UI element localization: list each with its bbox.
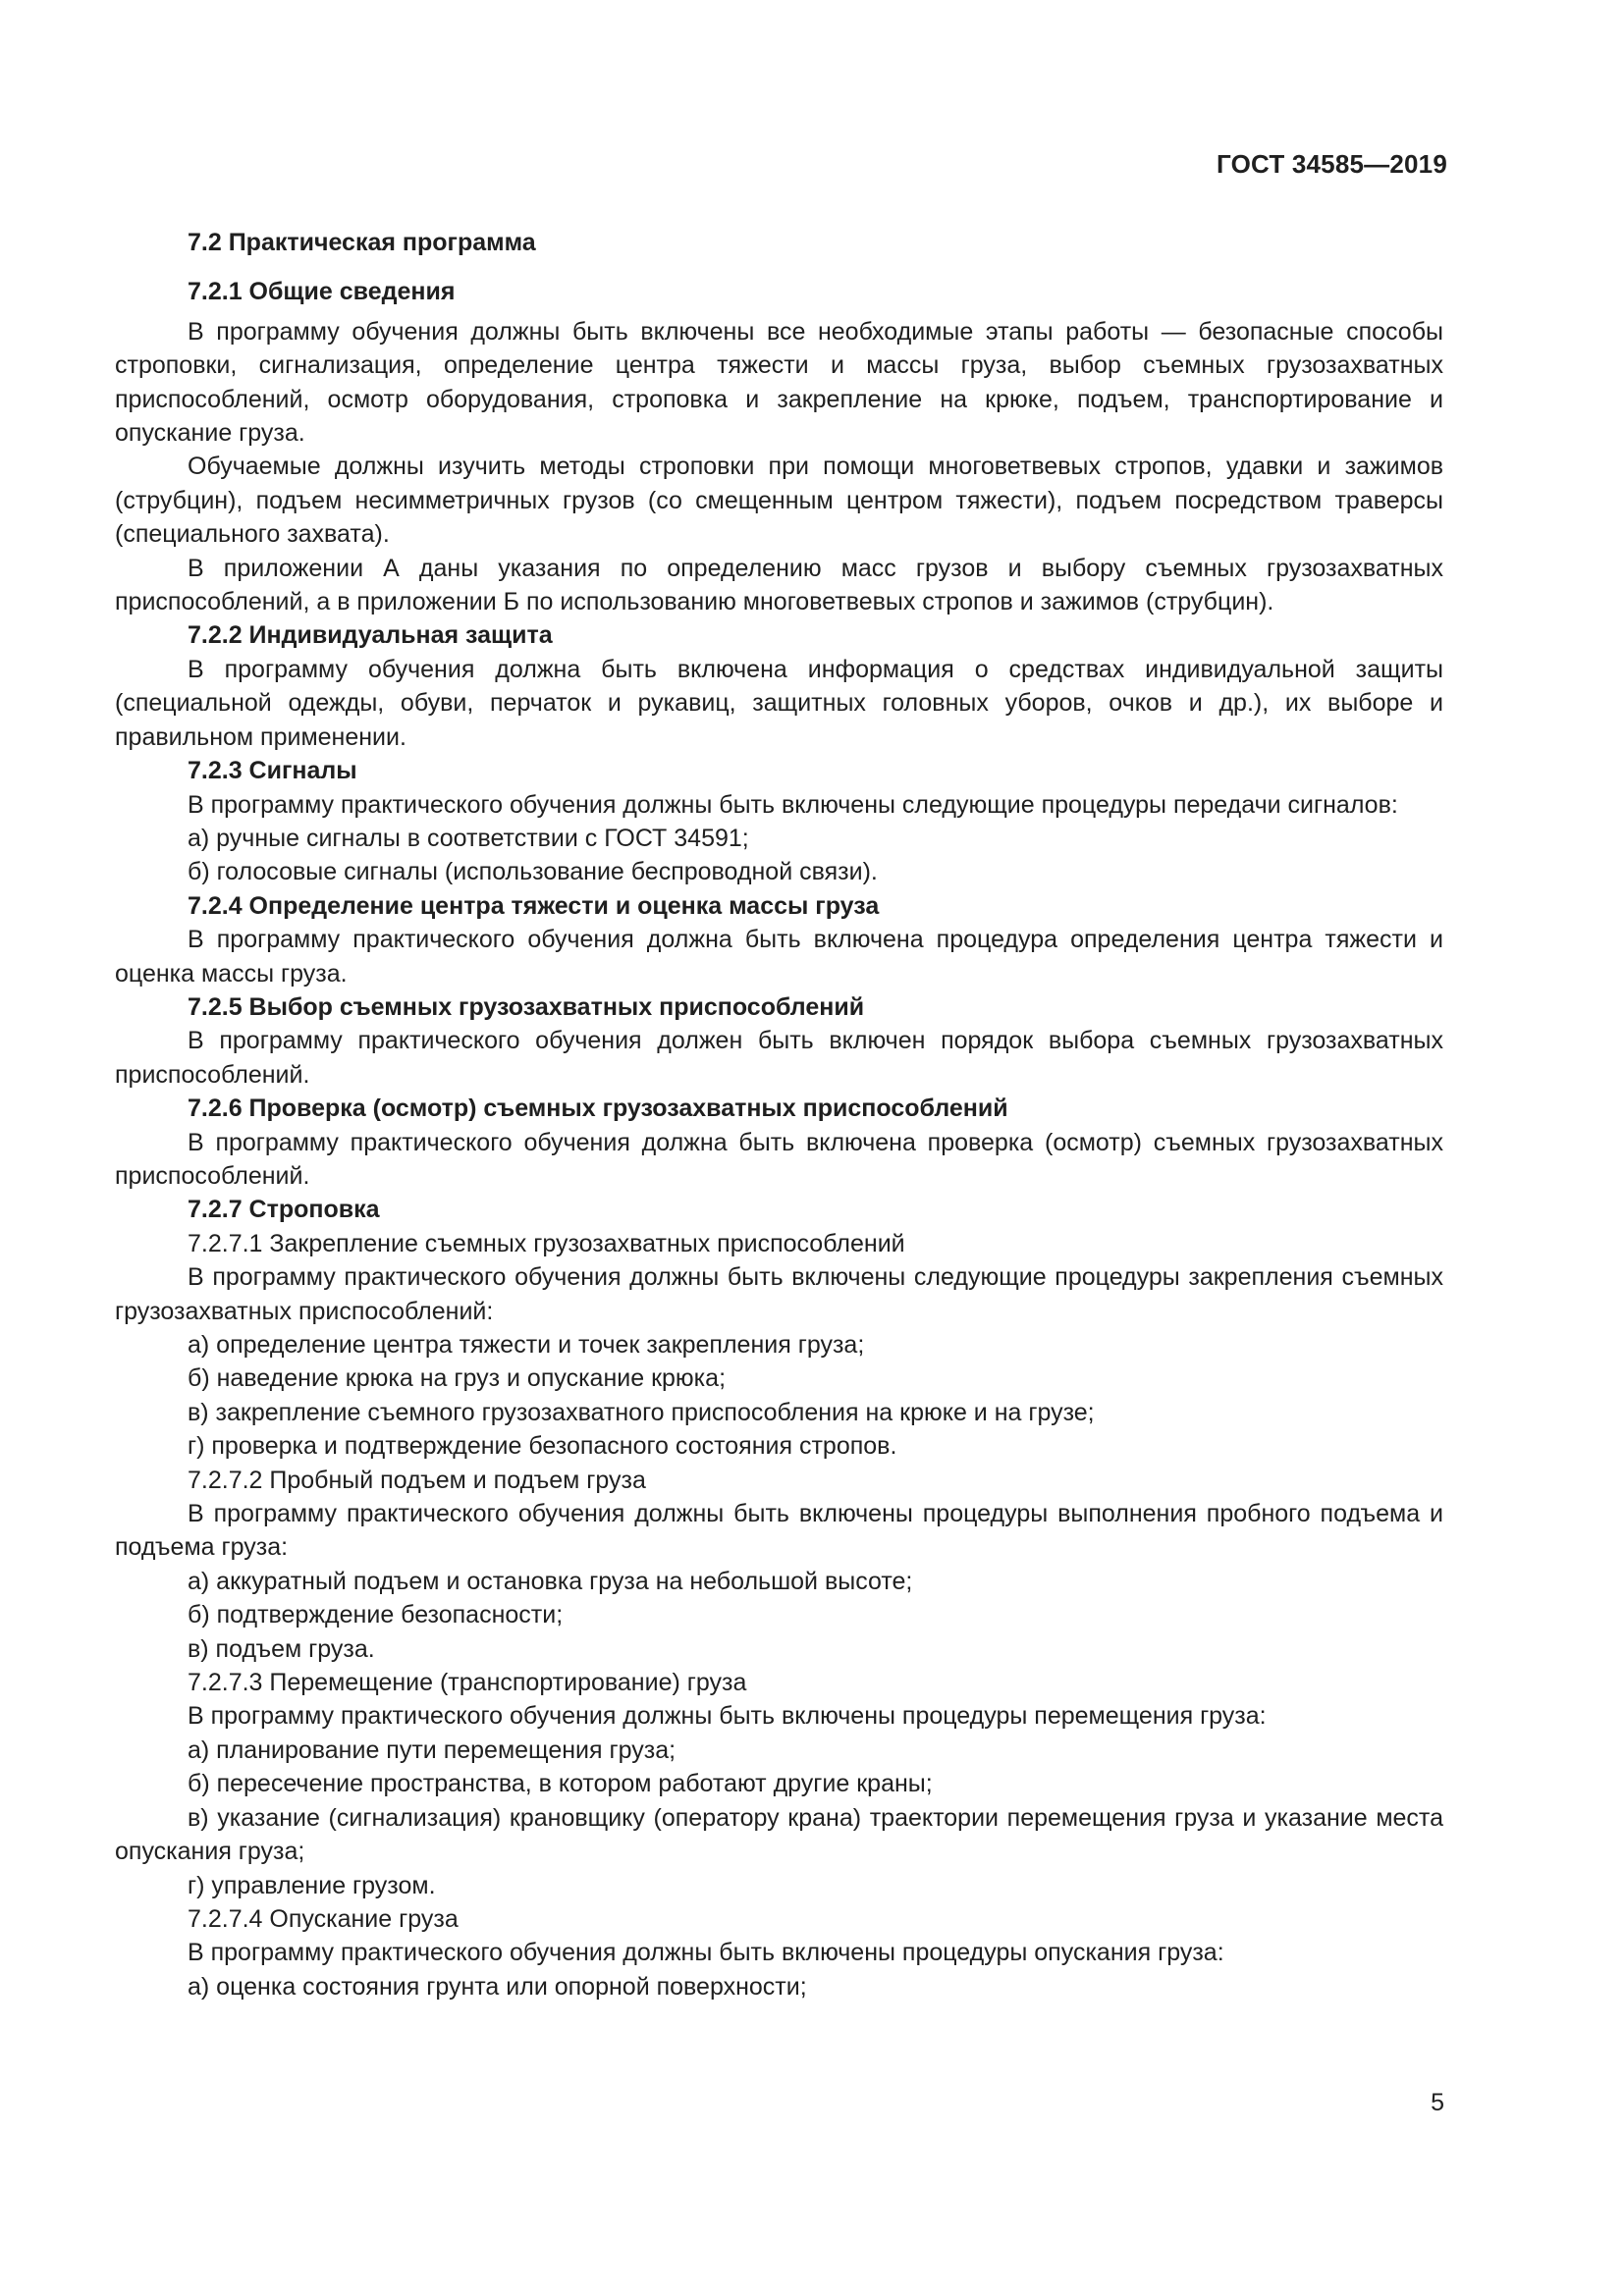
paragraph: В программу практического обучения должны быть включены процедуры выполнения пробного подъема и подъема груза:: [115, 1500, 1443, 1562]
list-item: а) аккуратный подъем и остановка груза на небольшой высоте;: [188, 1567, 913, 1595]
subsection-heading: 7.2.3 Сигналы: [188, 757, 357, 785]
list-item: в) закрепление съемного грузозахватного приспособления на крюке и на грузе;: [188, 1398, 1095, 1426]
clause-title: 7.2.7.4 Опускание груза: [188, 1904, 459, 1933]
paragraph: В программу обучения должны быть включены все необходимые этапы работы — безопасные способы строповки, сигнализация, определение центра тяжести и массы груза, выбор съемных грузозахватных приспособлений, осмотр оборудования, строповка и закрепление на крюке, подъем, транспортирование и опускание груза.: [115, 317, 1443, 448]
list-item: г) управление грузом.: [188, 1871, 436, 1899]
subsection-heading: 7.2.2 Индивидуальная защита: [188, 621, 553, 650]
paragraph: В программу практического обучения должны быть включены процедуры опускания груза:: [188, 1939, 1224, 1967]
subsection-heading: 7.2.1 Общие сведения: [188, 278, 456, 306]
paragraph: В программу практического обучения должна быть включена проверка (осмотр) съемных грузозахватных приспособлений.: [115, 1128, 1443, 1190]
subsection-heading: 7.2.4 Определение центра тяжести и оценка массы груза: [188, 891, 880, 920]
page-number: 5: [1431, 2089, 1444, 2116]
list-item: в) указание (сигнализация) крановщику (оператору крана) траектории перемещения груза и указание места опускания груза;: [115, 1803, 1443, 1866]
paragraph: В программу практического обучения должны быть включены процедуры перемещения груза:: [188, 1702, 1267, 1731]
paragraph: В программу практического обучения должен быть включен порядок выбора съемных грузозахватных приспособлений.: [115, 1027, 1443, 1089]
paragraph: В программу обучения должна быть включена информация о средствах индивидуальной защиты (специальной одежды, обуви, перчаток и рукавиц, защитных головных уборов, очков и др.), их выборе и правильном применении.: [115, 655, 1443, 751]
document-body: [115, 226, 1443, 2003]
list-item: б) подтверждение безопасности;: [188, 1601, 564, 1629]
list-item: б) пересечение пространства, в котором работают другие краны;: [188, 1770, 933, 1798]
list-item: в) подъем груза.: [188, 1634, 375, 1663]
paragraph: В программу практического обучения должна быть включена процедура определения центра тяжести и оценка массы груза.: [115, 926, 1443, 988]
paragraph: В программу практического обучения должны быть включены следующие процедуры закрепления съемных грузозахватных приспособлений:: [115, 1263, 1443, 1325]
subsection-heading: 7.2.5 Выбор съемных грузозахватных приспособлений: [188, 992, 865, 1021]
clause-title: 7.2.7.1 Закрепление съемных грузозахватных приспособлений: [188, 1229, 905, 1257]
list-item: г) проверка и подтверждение безопасного состояния стропов.: [188, 1432, 897, 1461]
subsection-heading: 7.2.6 Проверка (осмотр) съемных грузозахватных приспособлений: [188, 1095, 1008, 1123]
clause-title: 7.2.7.2 Пробный подъем и подъем груза: [188, 1466, 646, 1494]
list-item: б) голосовые сигналы (использование беспроводной связи).: [188, 858, 878, 886]
section-heading: 7.2 Практическая программа: [188, 229, 536, 256]
clause-title: 7.2.7.3 Перемещение (транспортирование) груза: [188, 1669, 747, 1697]
list-item: а) оценка состояния грунта или опорной поверхности;: [188, 1972, 807, 2001]
list-item: а) определение центра тяжести и точек закрепления груза;: [188, 1331, 865, 1359]
paragraph: Обучаемые должны изучить методы строповки при помощи многоветвевых стропов, удавки и зажимов (струбцин), подъем несимметричных грузов (со смещенным центром тяжести), подъем посредством траверсы (специального захвата).: [115, 453, 1443, 549]
list-item: а) планирование пути перемещения груза;: [188, 1735, 677, 1764]
paragraph: В программу практического обучения должны быть включены следующие процедуры передачи сигналов:: [188, 790, 1398, 819]
paragraph: В приложении А даны указания по определению масс грузов и выбору съемных грузозахватных приспособлений, а в приложении Б по использованию многоветвевых стропов и зажимов (струбцин).: [115, 554, 1443, 616]
subsection-heading: 7.2.7 Строповка: [188, 1196, 380, 1224]
list-item: б) наведение крюка на груз и опускание крюка;: [188, 1364, 727, 1393]
list-item: а) ручные сигналы в соответствии с ГОСТ 34591;: [188, 824, 749, 852]
document-standard-number: ГОСТ 34585—2019: [1217, 149, 1447, 179]
